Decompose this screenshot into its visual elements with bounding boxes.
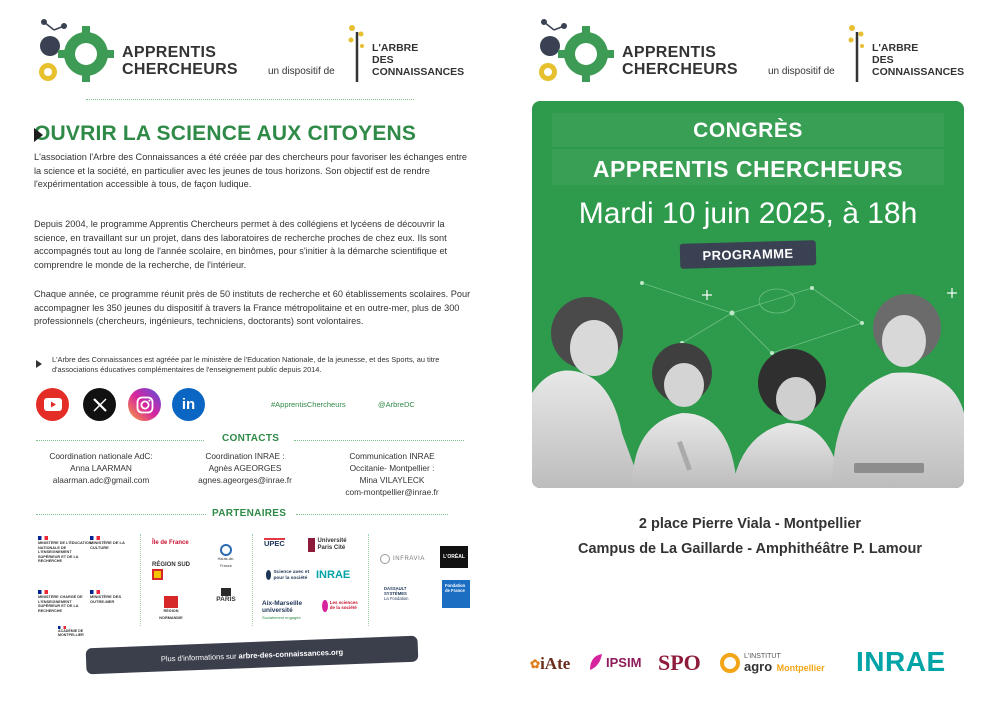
- divider: [36, 440, 204, 441]
- logo-infravia: INFRAVIA: [380, 554, 425, 564]
- logo-cite-sciences: Les sciences de la société: [322, 600, 362, 612]
- brand-name: APPRENTIS CHERCHEURS: [622, 44, 738, 78]
- title-arrow-icon: [34, 128, 43, 142]
- header-logos-right: [534, 16, 974, 86]
- header-logos: [34, 16, 474, 86]
- stats-paragraph: Chaque année, ce programme réunit près de 50 instituts de recherche et 60 établissements scolaires. Pour accompagner les 350 jeunes du dispositif à travers la France métropolitaine et en outre-mer, plus de 300 professionnels (chercheurs, ingénieurs, techniciens, doctorants) sont volontaires.: [34, 289, 471, 326]
- congres-title: CONGRÈS: [693, 119, 803, 142]
- section-title: OUVRIR LA SCIENCE AUX CITOYENS: [34, 122, 417, 145]
- logo-iate: ✿ iAte: [530, 654, 571, 673]
- divider: [86, 99, 414, 100]
- logo-ile-de-france: Île de France: [152, 540, 189, 546]
- dispositif-text: un dispositif de: [268, 66, 335, 77]
- logo-spo: SPO: [658, 650, 701, 675]
- event-card: [532, 101, 964, 488]
- website-link[interactable]: arbre-des-connaissances.org: [238, 647, 344, 661]
- logo-region-sud: RÉGION SUD: [152, 562, 194, 580]
- logo-hauts-de-france: Hauts-de-France: [212, 544, 240, 569]
- program-paragraph: Depuis 2004, le programme Apprentis Chercheurs permet à des collégiens et lycéens de découvrir la science, en travaillant sur un projet, dans des laboratoires de recherche proches de chez eux. Ils sont accompagnés tout au long de l'année scolaire, en binômes, pour s'initier à la démarche scientifique et comprendre le monde de la recherche, de l'intérieur.: [34, 219, 448, 270]
- logo-science-societe: Science avec et pour la société: [266, 570, 312, 581]
- twitter-handle[interactable]: @ArbreDC: [378, 400, 415, 409]
- adc-name: L'ARBRE DES CONNAISSANCES: [872, 42, 965, 78]
- logo-paris: PARIS: [214, 588, 238, 604]
- logo-ministere-education: MINISTÈRE DE L'ÉDUCATION NATIONALE DE L'ENSEIGNEMENT SUPÉRIEUR ET DE LA RECHERCHE: [38, 536, 94, 564]
- logo-dassault: DASSAULT SYSTÈMES La Fondation: [384, 586, 409, 601]
- event-name: APPRENTIS CHERCHEURS: [592, 156, 904, 182]
- logo-upec: UPEC: [264, 539, 285, 548]
- intro-paragraph: L'association l'Arbre des Connaissances a été créée par des chercheurs pour favoriser les échanges entre la science et la société, en particulier avec les jeunes de tous horizons. Son objectif est de rendre l'expérimentation accessible à tous, de façon ludique.: [34, 152, 468, 189]
- note-arrow-icon: [36, 360, 42, 368]
- arbre-connaissances-logo: [846, 22, 868, 84]
- logo-fondation-de-france: Fondation de France: [442, 580, 470, 608]
- divider: [36, 514, 206, 515]
- address-line-1: 2 place Pierre Viala - Montpellier: [638, 516, 862, 532]
- contact-inrae: Coordination INRAE : Agnès AGEORGES agnes.ageorges@inrae.fr: [198, 451, 292, 485]
- contact-communication: Communication INRAE Occitanie- Montpellier : Mina VILAYLECK com-montpellier@inrae.fr: [345, 451, 439, 497]
- ipsim-leaf-icon: [588, 652, 604, 672]
- agreement-note: L'Arbre des Connaissances est agréée par le ministère de l'Education Nationale, de la jeunesse, et des Sports, au titre d'associations éducatives complémentaires de l'enseignement public depuis 2014.: [52, 355, 440, 374]
- contact-national: Coordination nationale AdC: Anna LAARMAN alaarman.adc@gmail.com: [49, 451, 153, 485]
- logo-ministere-outre-mer: MINISTÈRE DES OUTRE-MER: [90, 590, 130, 605]
- logo-academie: ACADÉMIE DE MONTPELLIER: [58, 626, 98, 637]
- logo-loreal: L'ORÉAL: [440, 546, 468, 568]
- linkedin-icon[interactable]: in: [172, 388, 205, 421]
- logo-ipsim: IPSIM: [588, 652, 641, 672]
- logo-inrae-partner: INRAE: [316, 569, 351, 581]
- apprentis-chercheurs-logo: [34, 16, 114, 86]
- divider: [294, 440, 464, 441]
- instagram-icon[interactable]: [128, 388, 161, 421]
- partner-separator: [140, 534, 141, 626]
- partner-separator: [368, 534, 369, 626]
- logo-universite-paris-cite: Université Paris Cité: [308, 538, 360, 552]
- apprentis-chercheurs-logo: [534, 16, 614, 86]
- partner-separator: [252, 534, 253, 626]
- contacts-title: CONTACTS: [222, 433, 280, 444]
- dispositif-text: un dispositif de: [768, 66, 835, 77]
- brand-name: APPRENTIS CHERCHEURS: [122, 44, 238, 78]
- x-twitter-icon[interactable]: [83, 388, 116, 421]
- logo-ministere-culture: MINISTÈRE DE LA CULTURE: [90, 536, 130, 551]
- event-date: Mardi 10 juin 2025, à 18h: [578, 197, 918, 230]
- programme-badge: PROGRAMME: [680, 240, 817, 269]
- more-info-banner[interactable]: Plus d'informations sur arbre-des-connaissances.org: [86, 636, 419, 675]
- logo-inrae: INRAE: [856, 646, 946, 677]
- partners-title: PARTENAIRES: [212, 508, 287, 519]
- address-line-2: Campus de La Gaillarde - Amphithéâtre P. Lamour: [577, 541, 923, 557]
- hashtag[interactable]: #ApprentisChercheurs: [271, 400, 346, 409]
- divider: [296, 514, 448, 515]
- right-panel: [500, 0, 1000, 707]
- adc-name: L'ARBRE DES CONNAISSANCES: [372, 42, 465, 78]
- students-lab-photo: [532, 273, 964, 488]
- youtube-icon[interactable]: [36, 388, 69, 421]
- arbre-connaissances-logo: [346, 22, 368, 84]
- logo-institut-agro: L'INSTITUT agro Montpellier: [720, 652, 825, 673]
- logo-ministere-enseignement: MINISTÈRE CHARGÉ DE L'ENSEIGNEMENT SUPÉRIEUR ET DE LA RECHERCHE: [38, 590, 90, 613]
- logo-aix-marseille: Aix-Marseille université Socialement engagée: [262, 600, 303, 620]
- logo-normandie: RÉGION NORMANDIE: [156, 596, 186, 621]
